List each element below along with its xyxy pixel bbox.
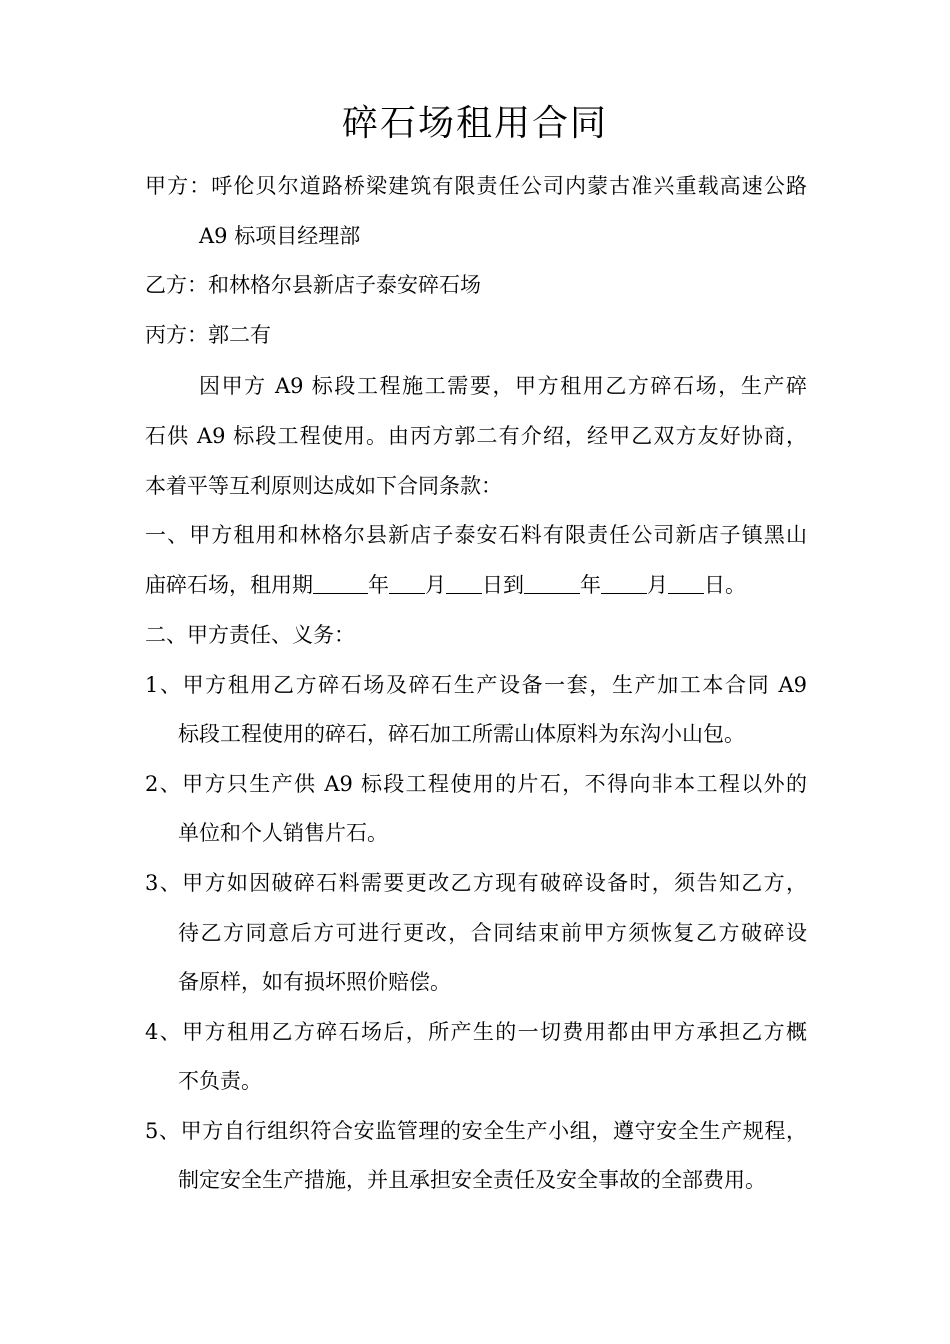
end-year-label: 年: [580, 573, 601, 597]
end-month-blank: [601, 571, 647, 594]
start-year-label: 年: [368, 573, 389, 597]
clause-2-heading: 二、甲方责任、义务：: [145, 623, 355, 647]
item-3-line-2: 待乙方同意后方可进行更改，合同结束前甲方须恢复乙方破碎设: [178, 921, 807, 945]
start-year-blank: [313, 571, 368, 594]
item-3-line-3: 备原样，如有损坏照价赔偿。: [178, 970, 451, 994]
party-b-line: 乙方：和林格尔县新店子泰安碎石场: [145, 273, 481, 297]
intro-line-2: 石供 A9 标段工程使用。由丙方郭二有介绍，经甲乙双方友好协商，: [145, 424, 807, 448]
end-day-label: 日。: [704, 573, 746, 597]
clause-1-line-1: 一、甲方租用和林格尔县新店子泰安石料有限责任公司新店子镇黑山: [145, 523, 807, 547]
item-5-line-1: 5、甲方自行组织符合安监管理的安全生产小组，遵守安全生产规程，: [145, 1119, 807, 1143]
party-c-line: 丙方：郭二有: [145, 323, 271, 347]
intro-line-1: 因甲方 A9 标段工程施工需要，甲方租用乙方碎石场，生产碎: [199, 374, 807, 398]
start-day-blank: [446, 571, 482, 594]
item-3-line-1: 3、甲方如因破碎石料需要更改乙方现有破碎设备时，须告知乙方，: [145, 871, 807, 895]
party-a-line-1: 甲方：呼伦贝尔道路桥梁建筑有限责任公司内蒙古准兴重载高速公路: [145, 174, 807, 198]
clause-1-line-2: [145, 570, 746, 600]
item-1-line-1: 1、甲方租用乙方碎石场及碎石生产设备一套，生产加工本合同 A9: [145, 673, 807, 697]
document-title: 碎石场租用合同: [341, 103, 608, 144]
intro-line-3: 本着平等互利原则达成如下合同条款：: [145, 474, 502, 498]
item-4-line-2: 不负责。: [178, 1069, 262, 1093]
item-2-line-2: 单位和个人销售片石。: [178, 821, 388, 845]
start-month-blank: [389, 571, 425, 594]
start-month-label: 月: [425, 573, 446, 597]
item-4-line-1: 4、甲方租用乙方碎石场后，所产生的一切费用都由甲方承担乙方概: [145, 1020, 807, 1044]
end-month-label: 月: [647, 573, 668, 597]
end-day-blank: [668, 571, 704, 594]
item-2-line-1: 2、甲方只生产供 A9 标段工程使用的片石，不得向非本工程以外的: [145, 772, 807, 796]
item-5-line-2: 制定安全生产措施，并且承担安全责任及安全事故的全部费用。: [178, 1168, 766, 1192]
start-day-label: 日到: [482, 573, 524, 597]
item-1-line-2: 标段工程使用的碎石，碎石加工所需山体原料为东沟小山包。: [178, 722, 745, 746]
end-year-blank: [524, 571, 580, 594]
party-a-line-2: A9 标项目经理部: [199, 224, 361, 248]
lease-period-prefix: 庙碎石场，租用期: [145, 573, 313, 597]
